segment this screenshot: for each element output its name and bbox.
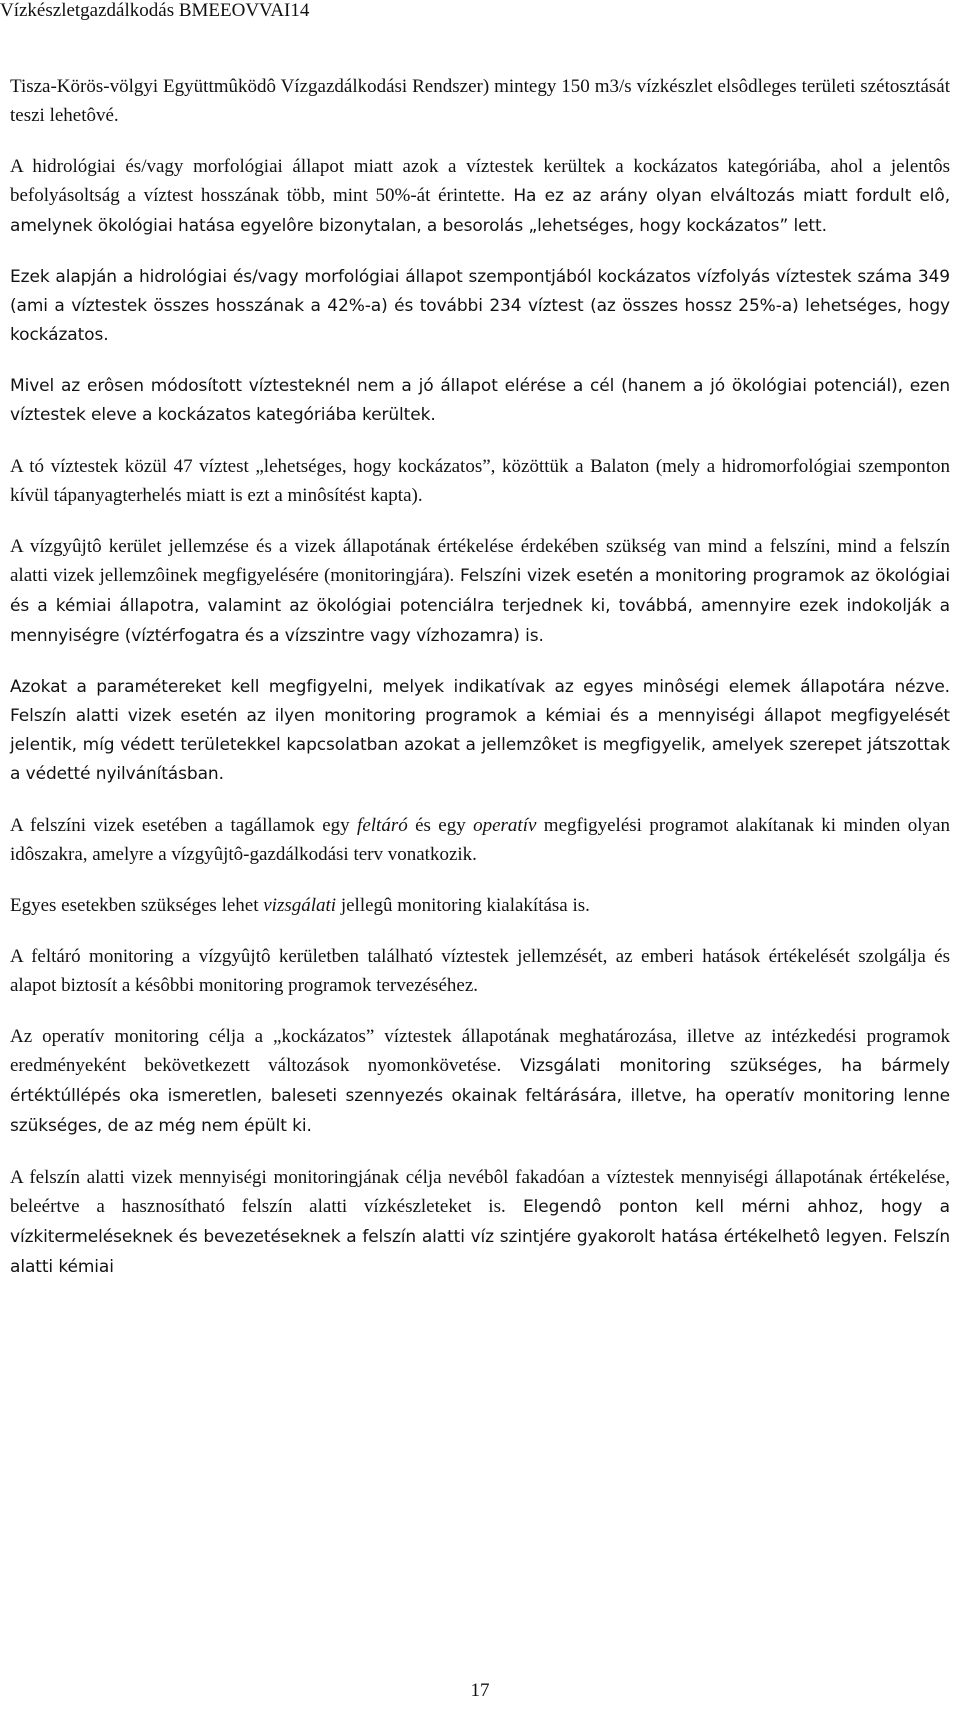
paragraph-12	[10, 1163, 950, 1282]
paragraph-2-part-b: Ha ez az arány olyan elváltozás miatt fordult elô, amelynek ökológiai hatása egyelôre bizonytalan, a besorolás „lehetséges, hogy kockázatos” lett.	[10, 186, 950, 236]
paragraph-10: A feltáró monitoring a vízgyûjtô kerületben található víztestek jellemzését, az emberi hatások értékelését szolgálja és alapot biztosít a késôbbi monitoring programok tervezéséhez.	[10, 946, 950, 996]
term-vizsgalati: vizsgálati	[263, 895, 337, 916]
document-body	[10, 72, 950, 1304]
paragraph-9-text-2: jellegû monitoring kialakítása is.	[336, 895, 590, 916]
paragraph-5: A tó víztestek közül 47 víztest „lehetséges, hogy kockázatos”, közöttük a Balaton (mely a hidromorfológiai szemponton kívül tápanyagterhelés miatt is ezt a minôsítést kapta).	[10, 456, 950, 506]
paragraph-2	[10, 152, 950, 241]
page-number: 17	[470, 1680, 490, 1701]
paragraph-8-text-3: megfigyelési programot alakítanak ki minden olyan idôszakra, amelyre a vízgyûjtô-gazdálkodási terv vonatkozik.	[10, 815, 951, 865]
paragraph-11	[10, 1022, 950, 1141]
paragraph-9	[10, 891, 950, 920]
paragraph-1: Tisza-Körös-völgyi Együttmûködô Vízgazdálkodási Rendszer) mintegy 150 m3/s vízkészlet elsôdleges területi szétosztását teszi lehetôvé.	[10, 76, 950, 126]
paragraph-2-part-a: A hidrológiai és/vagy morfológiai állapot miatt azok a víztestek kerültek a kockázatos kategóriába, ahol a jelentôs befolyásoltság a víztest hosszának több, mint 50%-át érintette.	[10, 156, 950, 206]
paragraph-8-text-2: és egy	[407, 815, 474, 836]
term-feltaro: feltáró	[357, 815, 408, 836]
paragraph-3: Ezek alapján a hidrológiai és/vagy morfológiai állapot szempontjából kockázatos vízfolyás víztestek száma 349 (ami a víztestek összes hosszának a 42%-a) és további 234 víztest (az összes hossz 25%-a) lehetséges, hogy kockázatos.	[10, 267, 950, 345]
paragraph-11-part-a: Az operatív monitoring célja a „kockázatos” víztestek állapotának meghatározása, illetve az intézkedési programok eredményeként bekövetkezett változások nyomonkövetése.	[10, 1026, 950, 1076]
paragraph-6-part-a: A vízgyûjtô kerület jellemzése és a vizek állapotának értékelése érdekében szükség van mind a felszíni, mind a felszín alatti vizek jellemzôinek megfigyelésére (monitoringjára).	[10, 536, 950, 586]
term-operativ: operatív	[473, 815, 537, 836]
paragraph-9-text-1: Egyes esetekben szükséges lehet	[10, 895, 264, 916]
paragraph-7: Azokat a paramétereket kell megfigyelni, melyek indikatívak az egyes minôségi elemek állapotára nézve. Felszín alatti vizek esetén az ilyen monitoring programok a kémiai és a mennyiségi állapot megfigyelését jelentik, míg védett területekkel kapcsolatban azokat a jellemzôket is megfigyelik, amelyek szerepet játszottak a védetté nyilvánításban.	[10, 677, 950, 784]
paragraph-4: Mivel az erôsen módosított víztesteknél nem a jó állapot elérése a cél (hanem a jó ökológiai potenciál), ezen víztestek eleve a kockázatos kategóriába kerültek.	[10, 376, 950, 425]
paragraph-11-part-b: Vizsgálati monitoring szükséges, ha bármely értéktúllépés oka ismeretlen, baleseti szennyezés okainak feltárására, illetve, ha operatív monitoring lenne szükséges, de az még nem épült ki.	[10, 1056, 950, 1136]
running-header: Vízkészletgazdálkodás BMEEOVVAI14	[0, 0, 310, 21]
paragraph-6	[10, 532, 950, 651]
paragraph-6-part-b: Felszíni vizek esetén a monitoring programok az ökológiai és a kémiai állapotra, valamint az ökológiai potenciálra terjednek ki, továbbá, amennyire ezek indokolják a mennyiségre (víztérfogatra és a vízszintre vagy vízhozamra) is.	[10, 566, 951, 646]
paragraph-8	[10, 811, 950, 869]
paragraph-12-part-b: Elegendô ponton kell mérni ahhoz, hogy a vízkitermeléseknek és bevezetéseknek a felszín alatti víz szintjére gyakorolt hatása értékelhetô legyen. Felszín alatti kémiai	[10, 1197, 950, 1277]
paragraph-8-text-1: A felszíni vizek esetében a tagállamok egy	[10, 815, 358, 836]
paragraph-12-part-a: A felszín alatti vizek mennyiségi monitoringjának célja nevébôl fakadóan a víztestek mennyiségi állapotának értékelése, beleértve a hasznosítható felszín alatti vízkészleteket is.	[10, 1167, 950, 1217]
